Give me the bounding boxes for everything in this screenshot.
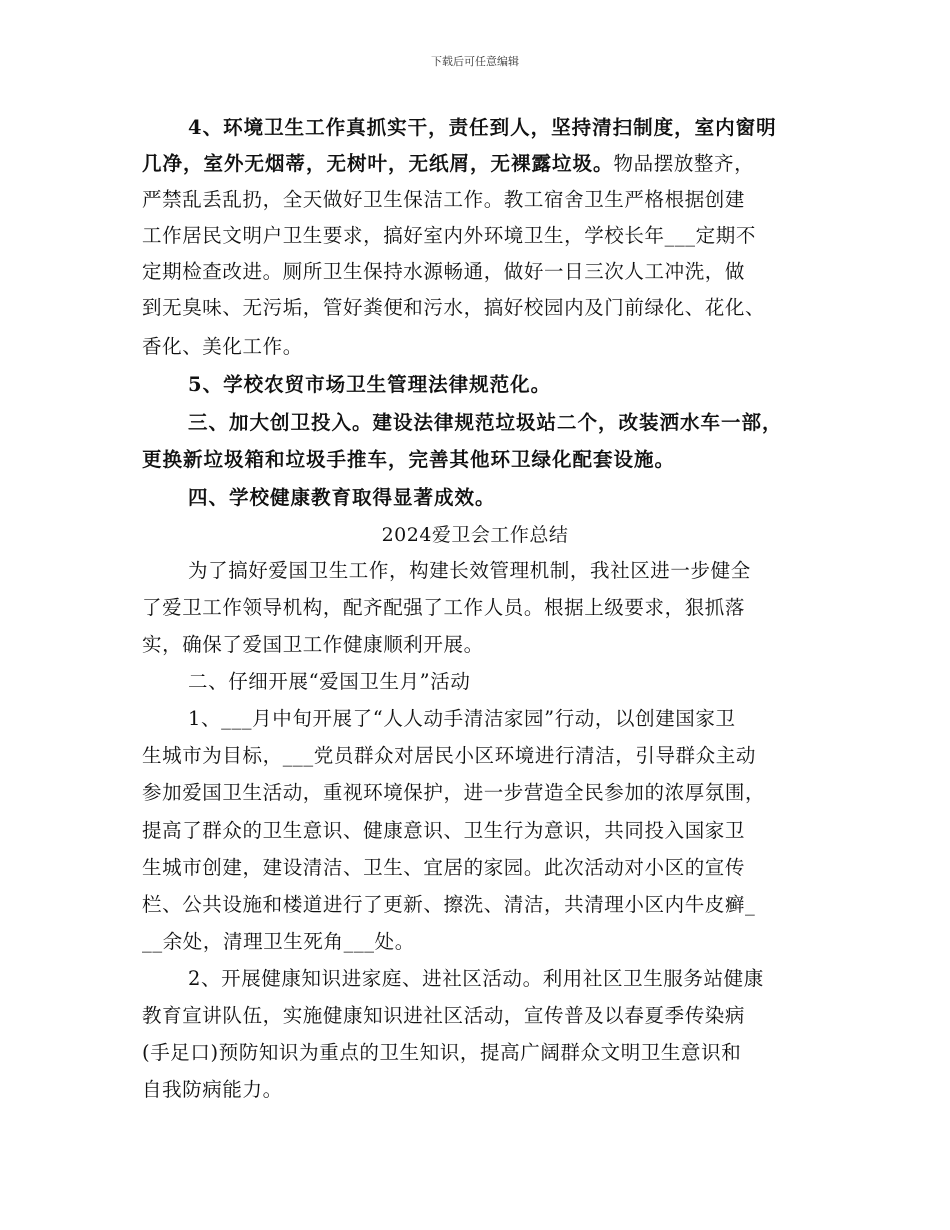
intro-line-2: 了爱卫工作领导机构，配齐配强了工作人员。根据上级要求，狠抓落 — [142, 596, 746, 619]
paragraph-4-line-7: 香化、美化工作。 — [142, 335, 303, 358]
paragraph-4-bold-text: 几净，室外无烟蒂，无树叶，无纸屑，无裸露垃圾。 — [142, 152, 614, 175]
item-1-line-5: 生城市创建，建设清洁、卫生、宜居的家园。此次活动对小区的宣传 — [142, 856, 746, 879]
intro-line-3: 实，确保了爱国卫工作健康顺利开展。 — [142, 633, 484, 656]
paragraph-4-line-1: 4、环境卫生工作真抓实干，责任到人，坚持清扫制度，室内窗明 — [188, 116, 777, 139]
item-1-line-7: __余处，清理卫生死角___处。 — [142, 930, 415, 953]
paragraph-4-line-5: 定期检查改进。厕所卫生保持水源畅通，做好一日三次人工冲洗，做 — [142, 260, 746, 283]
paragraph-4-line-2 — [142, 150, 754, 178]
item-2-line-1: 2、开展健康知识进家庭、进社区活动。利用社区卫生服务站健康 — [188, 967, 764, 990]
paragraph-4-line-6: 到无臭味、无污垢，管好粪便和污水，搞好校园内及门前绿化、花化、 — [142, 296, 766, 319]
item-2-line-2: 教育宣讲队伍，实施健康知识进社区活动，宣传普及以春夏季传染病 — [142, 1004, 746, 1027]
paragraph-5: 5、学校农贸市场卫生管理法律规范化。 — [188, 373, 552, 396]
paragraph-4-line-2-rest: 物品摆放整齐， — [613, 152, 755, 175]
paragraph-four: 四、学校健康教育取得显著成效。 — [188, 486, 496, 509]
item-1-line-3: 参加爱国卫生活动，重视环境保护，进一步营造全民参加的浓厚氛围， — [142, 781, 766, 804]
intro-line-1: 为了搞好爱国卫生工作，构建长效管理机制，我社区进一步健全 — [188, 559, 751, 582]
section-heading-2: 二、仔细开展“爱国卫生月”活动 — [188, 670, 471, 693]
item-1-line-6: 栏、公共设施和楼道进行了更新、擦洗、清洁，共清理小区内牛皮癣_ — [142, 893, 756, 916]
item-1-line-1: 1、___月中旬开展了“人人动手清洁家园”行动，以创建国家卫 — [188, 707, 736, 730]
paragraph-4-line-3: 严禁乱丢乱扔，全天做好卫生保洁工作。教工宿舍卫生严格根据创建 — [142, 188, 746, 211]
item-2-line-4: 自我防病能力。 — [142, 1078, 283, 1101]
paragraph-three-line-1: 三、加大创卫投入。建设法律规范垃圾站二个，改装洒水车一部， — [188, 411, 783, 434]
item-2-line-3: (手足口)预防知识为重点的卫生知识，提高广阔群众文明卫生意识和 — [142, 1041, 742, 1064]
summary-title: 2024爱卫会工作总结 — [381, 524, 569, 546]
item-1-line-2: 生城市为目标，___党员群众对居民小区环境进行清洁，引导群众主动 — [142, 744, 756, 767]
paragraph-three-line-2: 更换新垃圾箱和垃圾手推车，完善其他环卫绿化配套设施。 — [142, 448, 676, 471]
page-header: 下载后可任意编辑 — [431, 55, 519, 68]
item-1-line-4: 提高了群众的卫生意识、健康意识、卫生行为意识，共同投入国家卫 — [142, 819, 746, 842]
paragraph-4-line-4: 工作居民文明户卫生要求，搞好室内外环境卫生，学校长年___定期不 — [142, 224, 756, 247]
